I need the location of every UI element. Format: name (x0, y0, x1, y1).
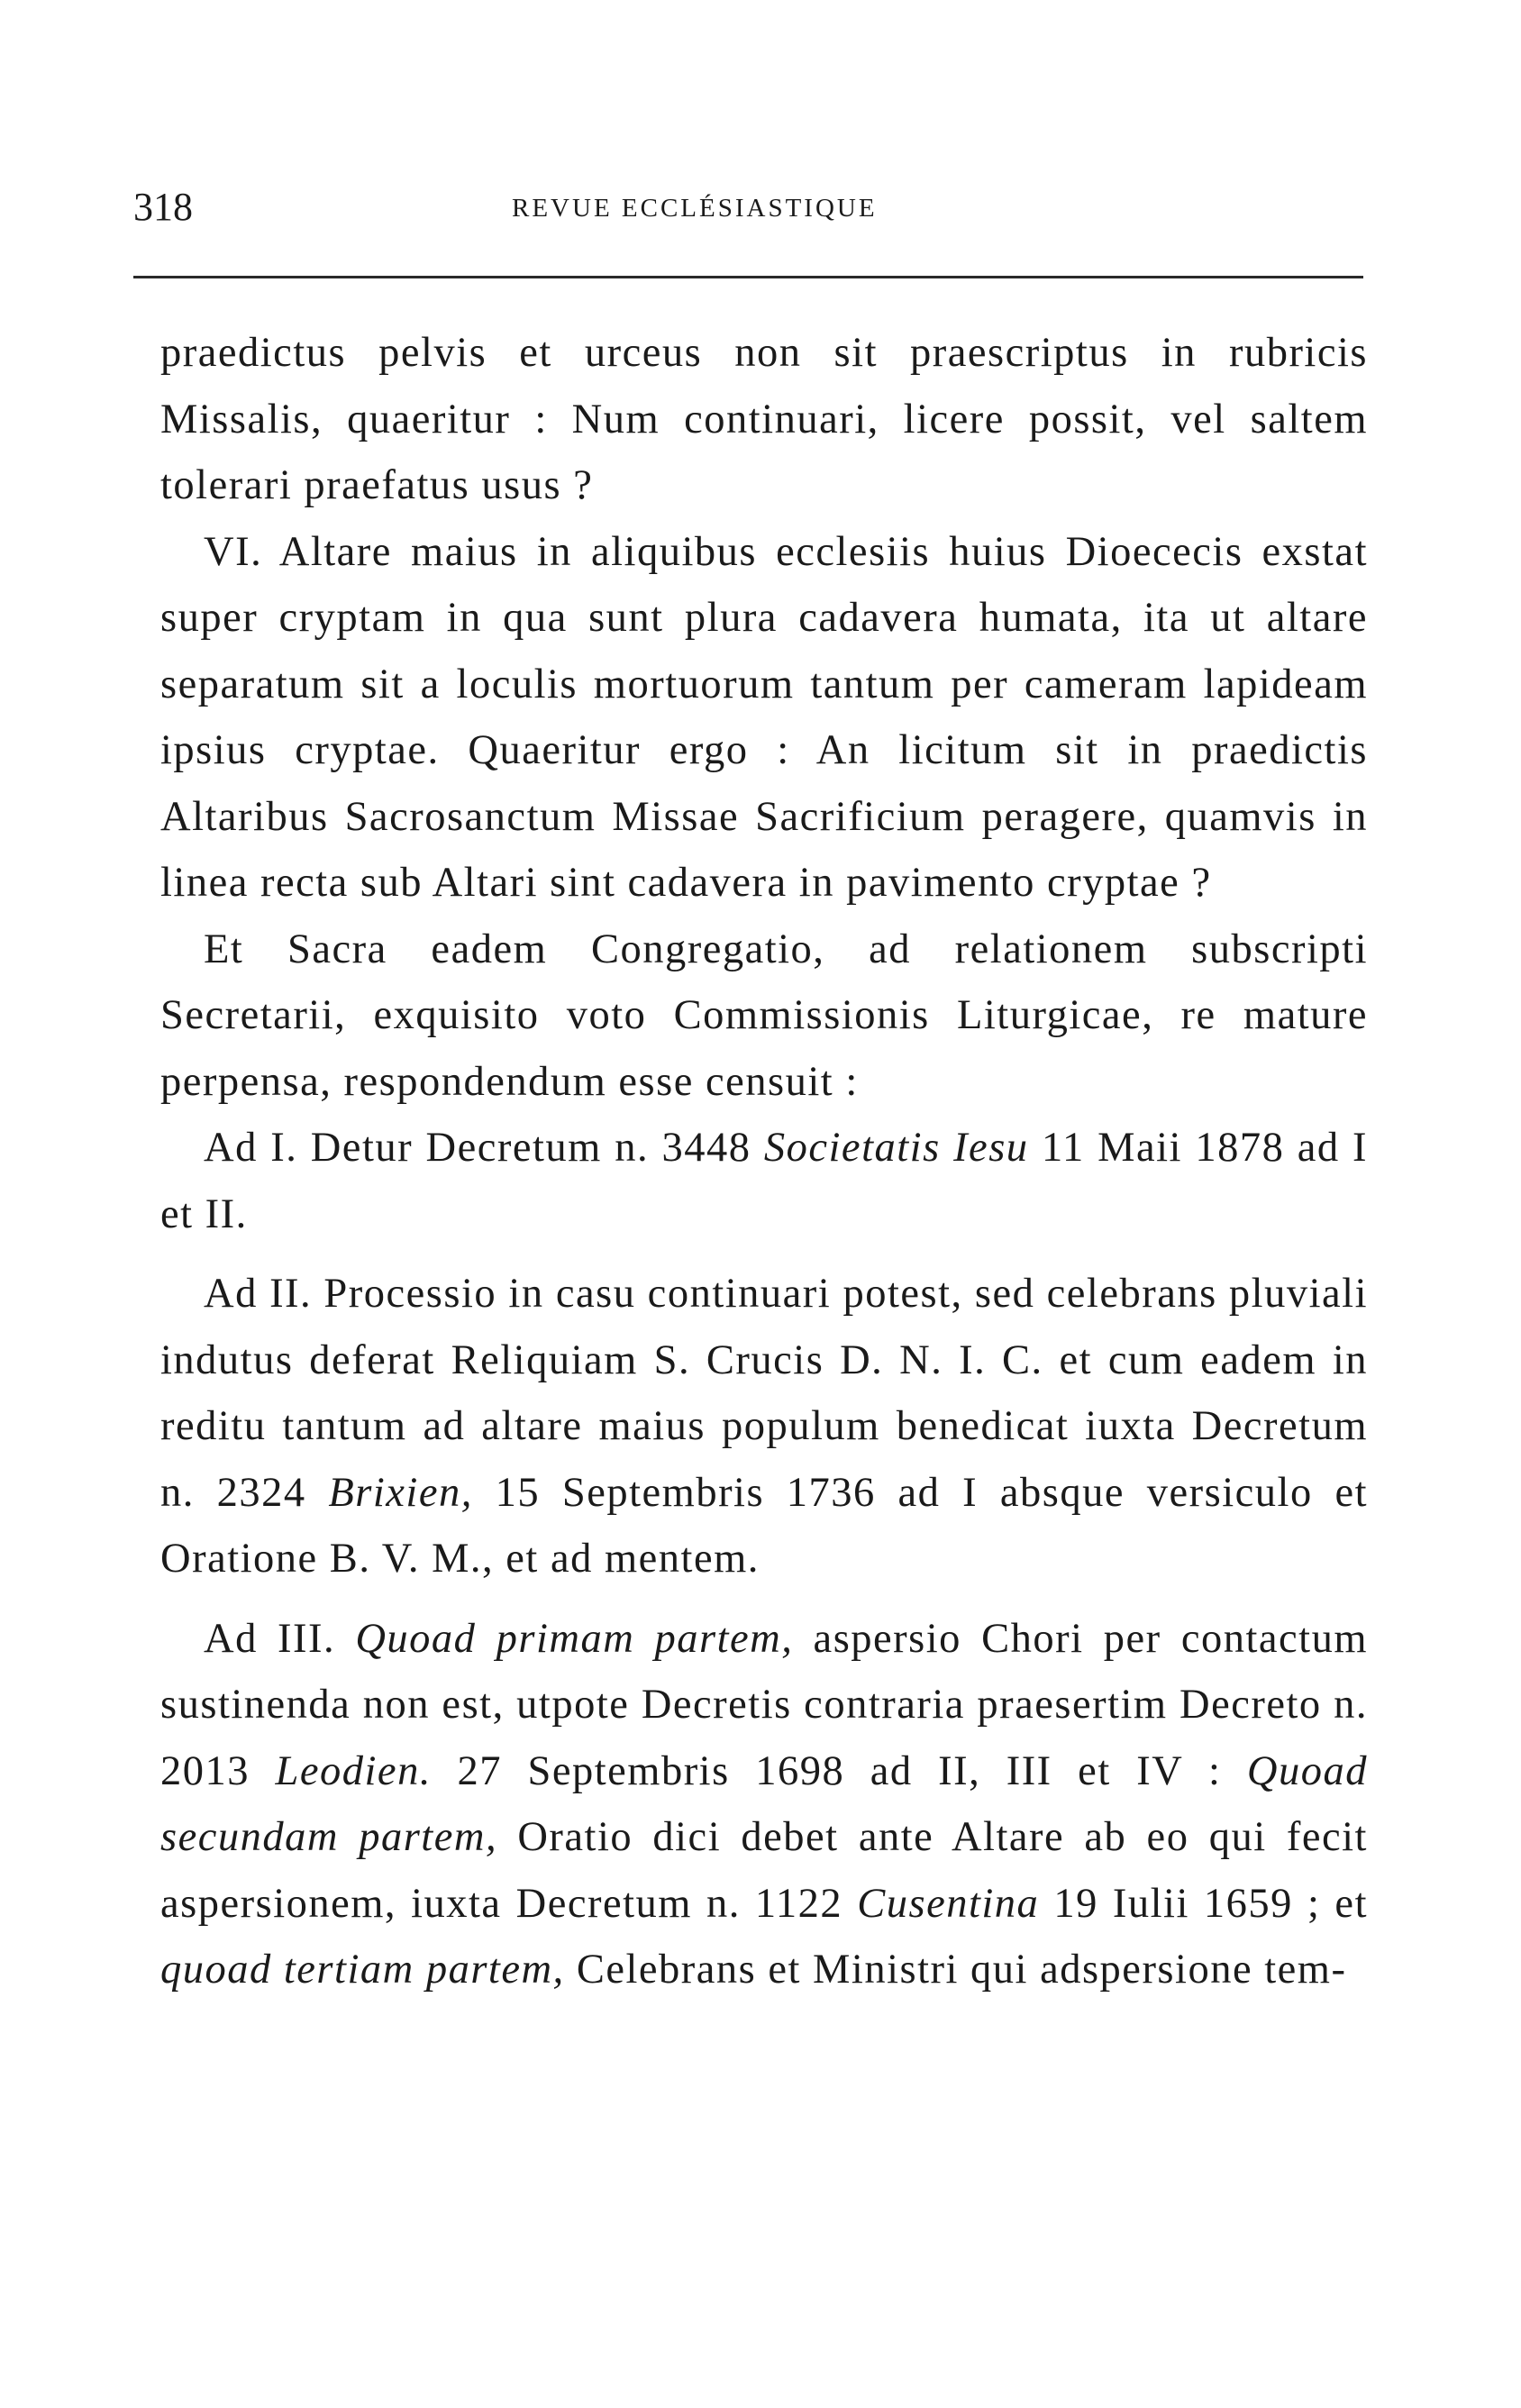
answer-iii-italic-2: Leodien. (275, 1747, 432, 1794)
header-rule (133, 276, 1363, 278)
answer-iii-text-5: 19 Iulii 1659 ; et (1039, 1880, 1368, 1927)
answer-iii-text-6: Celebrans et Ministri qui adspersione tem- (564, 1947, 1347, 1993)
answer-iii-text-1: Ad III. (204, 1615, 356, 1662)
answer-iii-italic-5: quoad tertiam partem, (160, 1947, 565, 1993)
answer-ii-italic-1: Brixien, (328, 1469, 473, 1516)
answer-ii-text-2: 15 Septembris 1736 ad I absque versiculo et Oratione B. V. M., et ad mentem. (160, 1469, 1369, 1582)
answer-i-italic-1: Societatis Iesu (763, 1125, 1029, 1171)
answer-i-text-2: 11 Maii 1878 ad I et II. (160, 1125, 1368, 1237)
paragraph-question-vi: VI. Altare maius in aliquibus ecclesiis huius Dioececis exstat super cryptam in qua sunt plura cadavera humata, ita ut altare separatum sit a loculis mortuorum tantum per cameram lapideam ipsius cryptae. Quaeritur ergo : An licitum sit in praedictis Altaribus Sacrosanctum Missae Sacrificium peragere, quamvis in linea recta sub Altari sint cadavera in pavimento cryptae ? (160, 528, 1368, 906)
answer-iii-text-2: aspersio Chori per contactum sustinenda non est, utpote Decretis contraria praesertim Decreto n. 2013 (160, 1615, 1369, 1794)
answer-iii-text-3: 27 Septembris 1698 ad II, III et IV : (431, 1747, 1247, 1794)
answer-ii-text-1: Ad II. Processio in casu continuari potest, sed celebrans pluviali indutus deferat Reliquiam S. Crucis D. N. I. C. et cum eadem in reditu tantum ad altare maius populum benedicat iuxta Decretum n. 2324 (160, 1271, 1368, 1516)
page-header (133, 180, 1363, 234)
body-text (160, 320, 1368, 2003)
paragraph-congregation-response: Et Sacra eadem Congregatio, ad relationem subscripti Secretarii, exquisito voto Commissionis Liturgicae, re mature perpensa, respondendum esse censuit : (160, 926, 1368, 1105)
paragraph-answer-iii (160, 1606, 1368, 2003)
answer-i-text-1: Ad I. Detur Decretum n. 3448 (204, 1125, 764, 1171)
running-head: REVUE ECCLÉSIASTIQUE (512, 194, 878, 223)
answer-iii-italic-4: Cusentina (857, 1880, 1040, 1927)
paragraph-answer-ii (160, 1261, 1368, 1592)
paragraph-question-continuation: praedictus pelvis et urceus non sit praescriptus in rubricis Missalis, quaeritur : Num continuari, licere possit, vel saltem tolerari praefatus usus ? (160, 330, 1368, 508)
answer-iii-italic-1: Quoad primam partem, (355, 1615, 794, 1662)
paragraph-answer-i (160, 1115, 1368, 1247)
answer-iii-text-4: Oratio dici debet ante Altare ab eo qui fecit aspersionem, iuxta Decretum n. 1122 (160, 1814, 1368, 1927)
answer-iii-italic-3: Quoad secundam partem, (160, 1747, 1369, 1860)
page-number: 318 (133, 185, 193, 229)
